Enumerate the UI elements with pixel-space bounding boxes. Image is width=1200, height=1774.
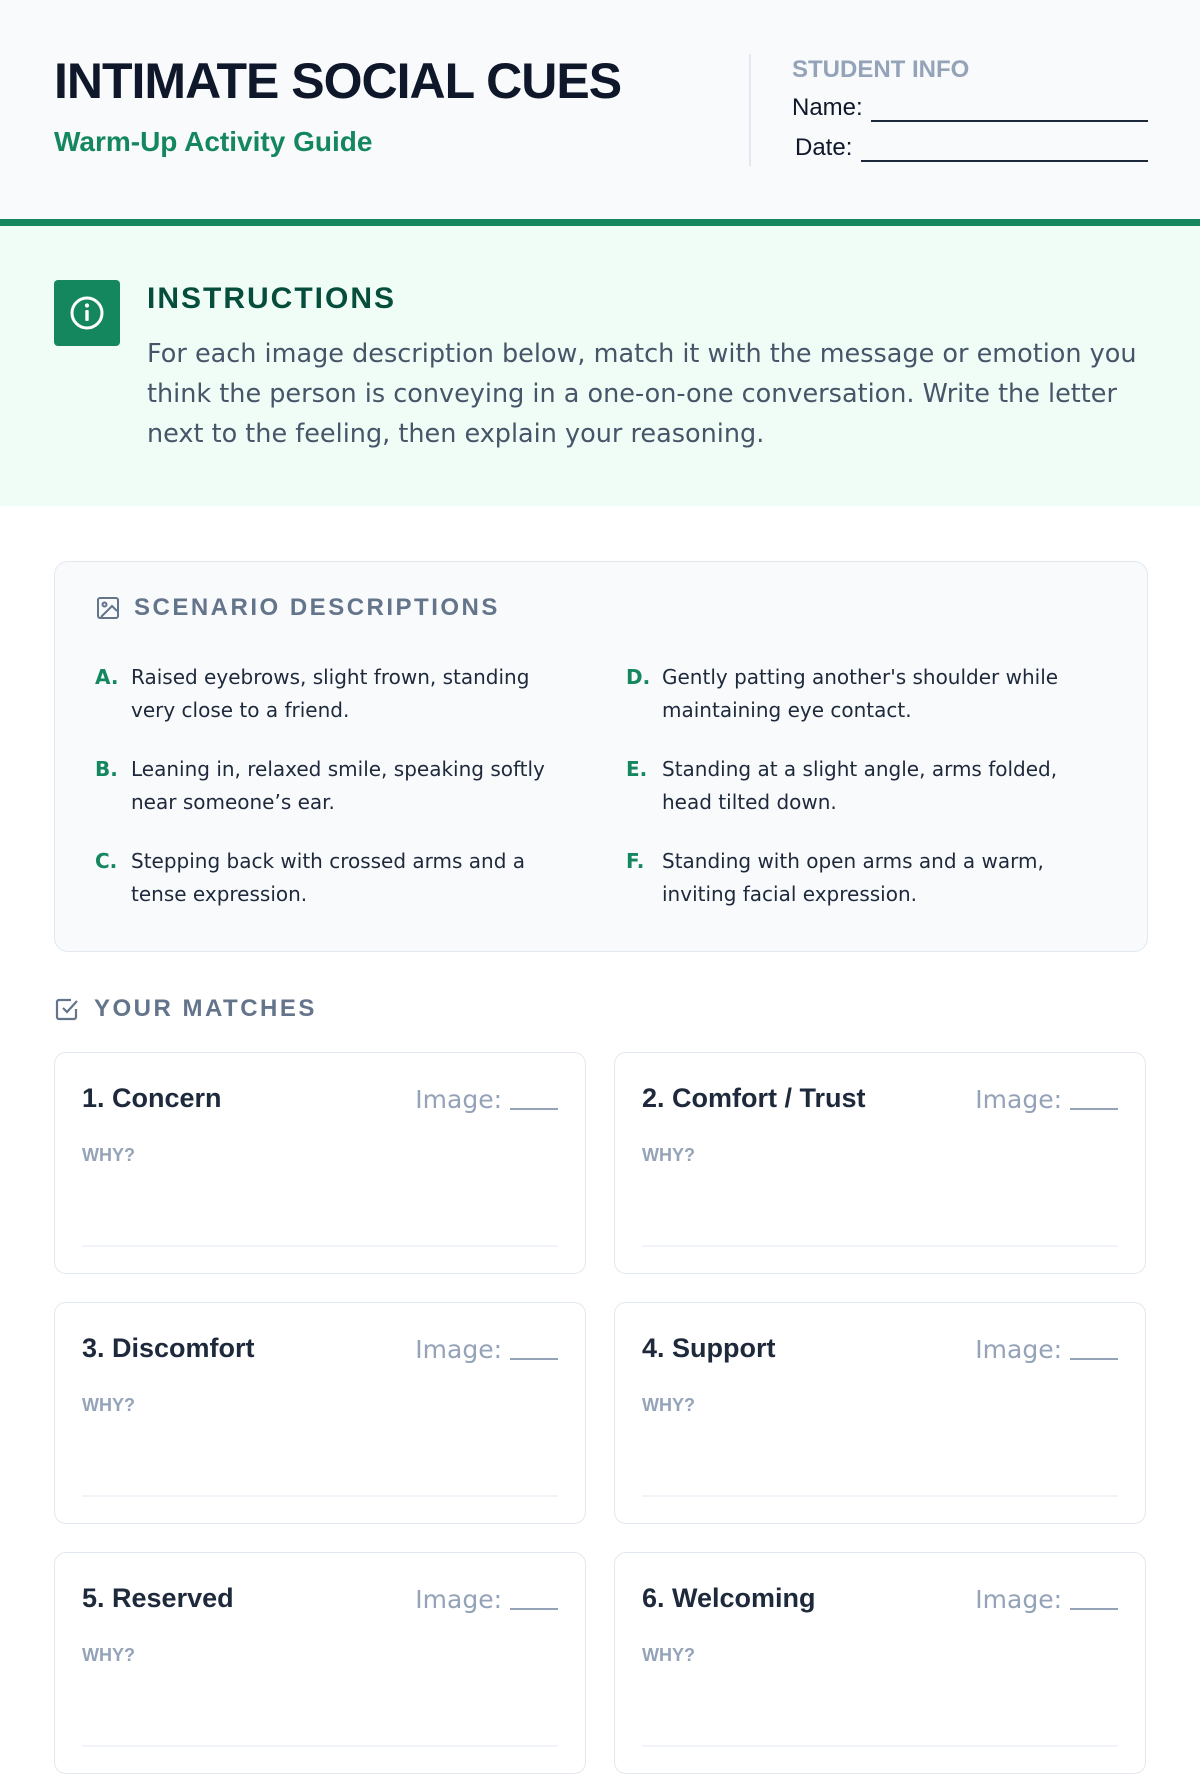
scenario-letter: B. — [95, 757, 118, 781]
matches-heading — [54, 995, 317, 1023]
scenario-item-d — [626, 661, 1106, 727]
checkbox-icon — [54, 996, 80, 1022]
scenario-text: Leaning in, relaxed smile, speaking softly near someone’s ear. — [131, 757, 545, 814]
scenario-text: Gently patting another's shoulder while maintaining eye contact. — [662, 665, 1059, 722]
match-image-label: Image: — [415, 1335, 502, 1364]
match-why-label: WHY? — [642, 1645, 695, 1665]
scenario-item-f — [626, 845, 1106, 911]
scenario-item-e — [626, 753, 1106, 819]
date-blank-line — [861, 160, 1148, 162]
match-card-support[interactable] — [614, 1302, 1146, 1524]
match-title: 2. Comfort / Trust — [642, 1083, 866, 1113]
scenario-letter: E. — [626, 757, 648, 781]
scenario-panel — [54, 561, 1148, 952]
date-field[interactable] — [795, 134, 1148, 166]
match-title: 5. Reserved — [82, 1583, 234, 1613]
match-image-field[interactable] — [975, 1085, 1118, 1114]
worksheet-header — [0, 0, 1200, 226]
match-title: 1. Concern — [82, 1083, 222, 1113]
scenario-letter: C. — [95, 849, 118, 873]
answer-line[interactable] — [82, 1745, 558, 1747]
image-blank-line — [1070, 1608, 1118, 1610]
match-title: 4. Support — [642, 1333, 776, 1363]
image-blank-line — [510, 1358, 558, 1360]
match-title: 6. Welcoming — [642, 1583, 816, 1613]
answer-line[interactable] — [642, 1245, 1118, 1247]
instructions-title: INSTRUCTIONS — [147, 282, 396, 315]
match-image-label: Image: — [975, 1335, 1062, 1364]
header-divider — [749, 54, 751, 166]
match-why-label: WHY? — [82, 1645, 135, 1665]
answer-line[interactable] — [642, 1745, 1118, 1747]
scenario-letter: A. — [95, 665, 119, 689]
page-title: INTIMATE SOCIAL CUES — [54, 53, 622, 109]
image-blank-line — [510, 1608, 558, 1610]
scenario-letter: F. — [626, 849, 645, 873]
image-blank-line — [1070, 1358, 1118, 1360]
image-blank-line — [1070, 1108, 1118, 1110]
answer-line[interactable] — [82, 1495, 558, 1497]
date-label: Date: — [795, 134, 853, 161]
instructions-text: For each image description below, match it with the message or emotion you think the person is conveying in a one-on-one conversation. Write the letter next to the feeling, then explain your reasoning. — [147, 339, 1137, 449]
match-image-field[interactable] — [415, 1335, 558, 1364]
match-image-field[interactable] — [975, 1335, 1118, 1364]
match-why-label: WHY? — [82, 1145, 135, 1165]
match-card-comfort-trust[interactable] — [614, 1052, 1146, 1274]
match-why-label: WHY? — [82, 1395, 135, 1415]
name-label: Name: — [792, 94, 863, 121]
match-image-label: Image: — [975, 1085, 1062, 1114]
match-card-welcoming[interactable] — [614, 1552, 1146, 1774]
scenario-text: Standing with open arms and a warm, inviting facial expression. — [662, 849, 1044, 906]
scenario-text: Stepping back with crossed arms and a tense expression. — [131, 849, 526, 906]
name-field[interactable] — [792, 94, 1148, 126]
match-image-field[interactable] — [415, 1085, 558, 1114]
info-icon — [54, 280, 120, 346]
match-why-label: WHY? — [642, 1145, 695, 1165]
match-card-discomfort[interactable] — [54, 1302, 586, 1524]
scenario-item-a — [95, 661, 575, 727]
image-icon — [96, 596, 120, 620]
scenario-item-c — [95, 845, 575, 911]
answer-line[interactable] — [82, 1245, 558, 1247]
scenario-heading — [96, 594, 500, 622]
answer-line[interactable] — [642, 1495, 1118, 1497]
page-subtitle: Warm-Up Activity Guide — [54, 126, 373, 157]
scenario-item-b — [95, 753, 575, 819]
scenario-letter: D. — [626, 665, 651, 689]
match-image-label: Image: — [415, 1085, 502, 1114]
match-image-label: Image: — [975, 1585, 1062, 1614]
match-title: 3. Discomfort — [82, 1333, 255, 1363]
match-why-label: WHY? — [642, 1395, 695, 1415]
image-blank-line — [510, 1108, 558, 1110]
match-image-label: Image: — [415, 1585, 502, 1614]
match-card-reserved[interactable] — [54, 1552, 586, 1774]
match-card-concern[interactable] — [54, 1052, 586, 1274]
scenario-text: Raised eyebrows, slight frown, standing very close to a friend. — [131, 665, 530, 722]
instructions-panel — [0, 226, 1200, 506]
scenario-text: Standing at a slight angle, arms folded, head tilted down. — [662, 757, 1058, 814]
name-blank-line — [871, 120, 1148, 122]
student-info-heading: STUDENT INFO — [792, 56, 970, 83]
scenario-heading-label: SCENARIO DESCRIPTIONS — [134, 594, 500, 621]
matches-heading-label: YOUR MATCHES — [94, 995, 317, 1022]
